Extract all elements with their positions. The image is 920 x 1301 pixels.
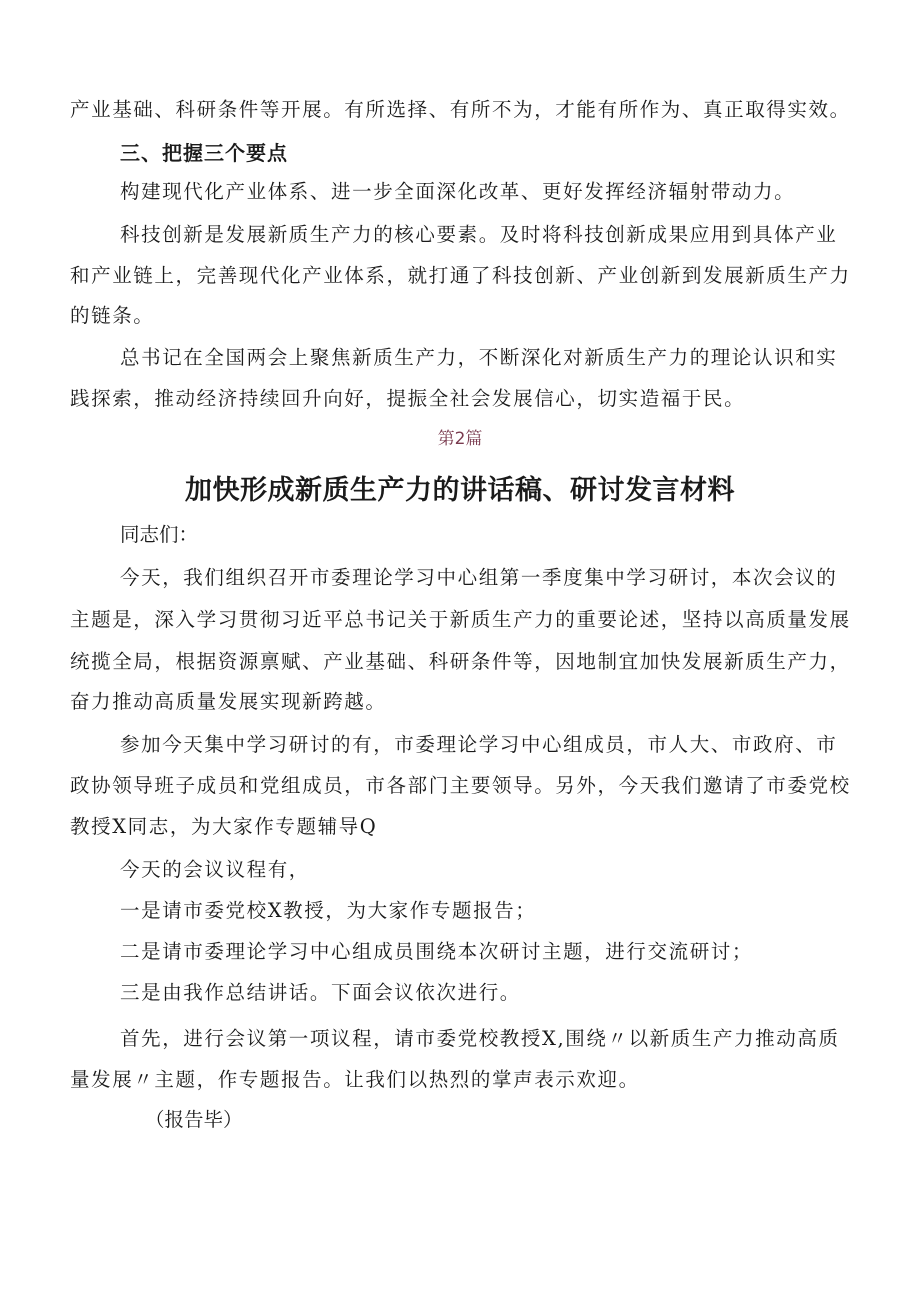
agenda-item: 三是由我作总结讲话。下面会议依次进行。 [120, 981, 521, 1004]
agenda-item: 一是请市委党校X教授，为大家作专题报告； [120, 899, 537, 922]
paragraph-line: 的链条。 [70, 304, 155, 327]
paragraph-line: 践探索，推动经济持续回升向好，提振全社会发展信心，切实造福于民。 [70, 387, 746, 410]
paragraph-line: 主题是，深入学习贯彻习近平总书记关于新质生产力的重要论述，坚持以高质量发展 [70, 608, 851, 631]
closing-note: （报告毕） [145, 1108, 243, 1131]
paragraph-line: 奋力推动高质量发展实现新跨越。 [70, 690, 387, 713]
paragraph-line: 统揽全局，根据资源禀赋、产业基础、科研条件等，因地制宜加快发展新质生产力， [70, 650, 851, 673]
document-title: 加快形成新质生产力的讲话稿、研讨发言材料 [185, 475, 735, 506]
section-heading: 三、把握三个要点 [120, 141, 288, 165]
paragraph-line: 量发展〃主题，作专题报告。让我们以热烈的掌声表示欢迎。 [70, 1068, 640, 1091]
greeting: 同志们： [120, 523, 199, 546]
paragraph-line: 教授X同志，为大家作专题辅导Q [70, 815, 378, 838]
paragraph-line: 产业基础、科研条件等开展。有所选择、有所不为，才能有所作为、真正取得实效。 [70, 98, 851, 121]
paragraph-line: 今天，我们组织召开市委理论学习中心组第一季度集中学习研讨，本次会议的 [120, 566, 838, 589]
paragraph-line: 参加今天集中学习研讨的有，市委理论学习中心组成员，市人大、市政府、市 [120, 733, 838, 756]
paragraph-line: 总书记在全国两会上聚焦新质生产力，不断深化对新质生产力的理论认识和实 [120, 346, 838, 369]
section-tag: 第2篇 [437, 429, 483, 449]
paragraph-line: 政协领导班子成员和党组成员，市各部门主要领导。另外，今天我们邀请了市委党校 [70, 774, 851, 797]
paragraph-line: 科技创新是发展新质生产力的核心要素。及时将科技创新成果应用到具体产业 [120, 223, 838, 246]
agenda-item: 二是请市委理论学习中心组成员围绕本次研讨主题，进行交流研讨； [120, 940, 754, 963]
agenda-intro: 今天的会议议程有， [120, 858, 310, 881]
paragraph-line: 首先，进行会议第一项议程，请市委党校教授X,围绕〃以新质生产力推动高质 [120, 1027, 840, 1050]
paragraph-line: 构建现代化产业体系、进一步全面深化改革、更好发挥经济辐射带动力。 [120, 180, 796, 203]
paragraph-line: 和产业链上，完善现代化产业体系，就打通了科技创新、产业创新到发展新质生产力 [70, 264, 851, 287]
